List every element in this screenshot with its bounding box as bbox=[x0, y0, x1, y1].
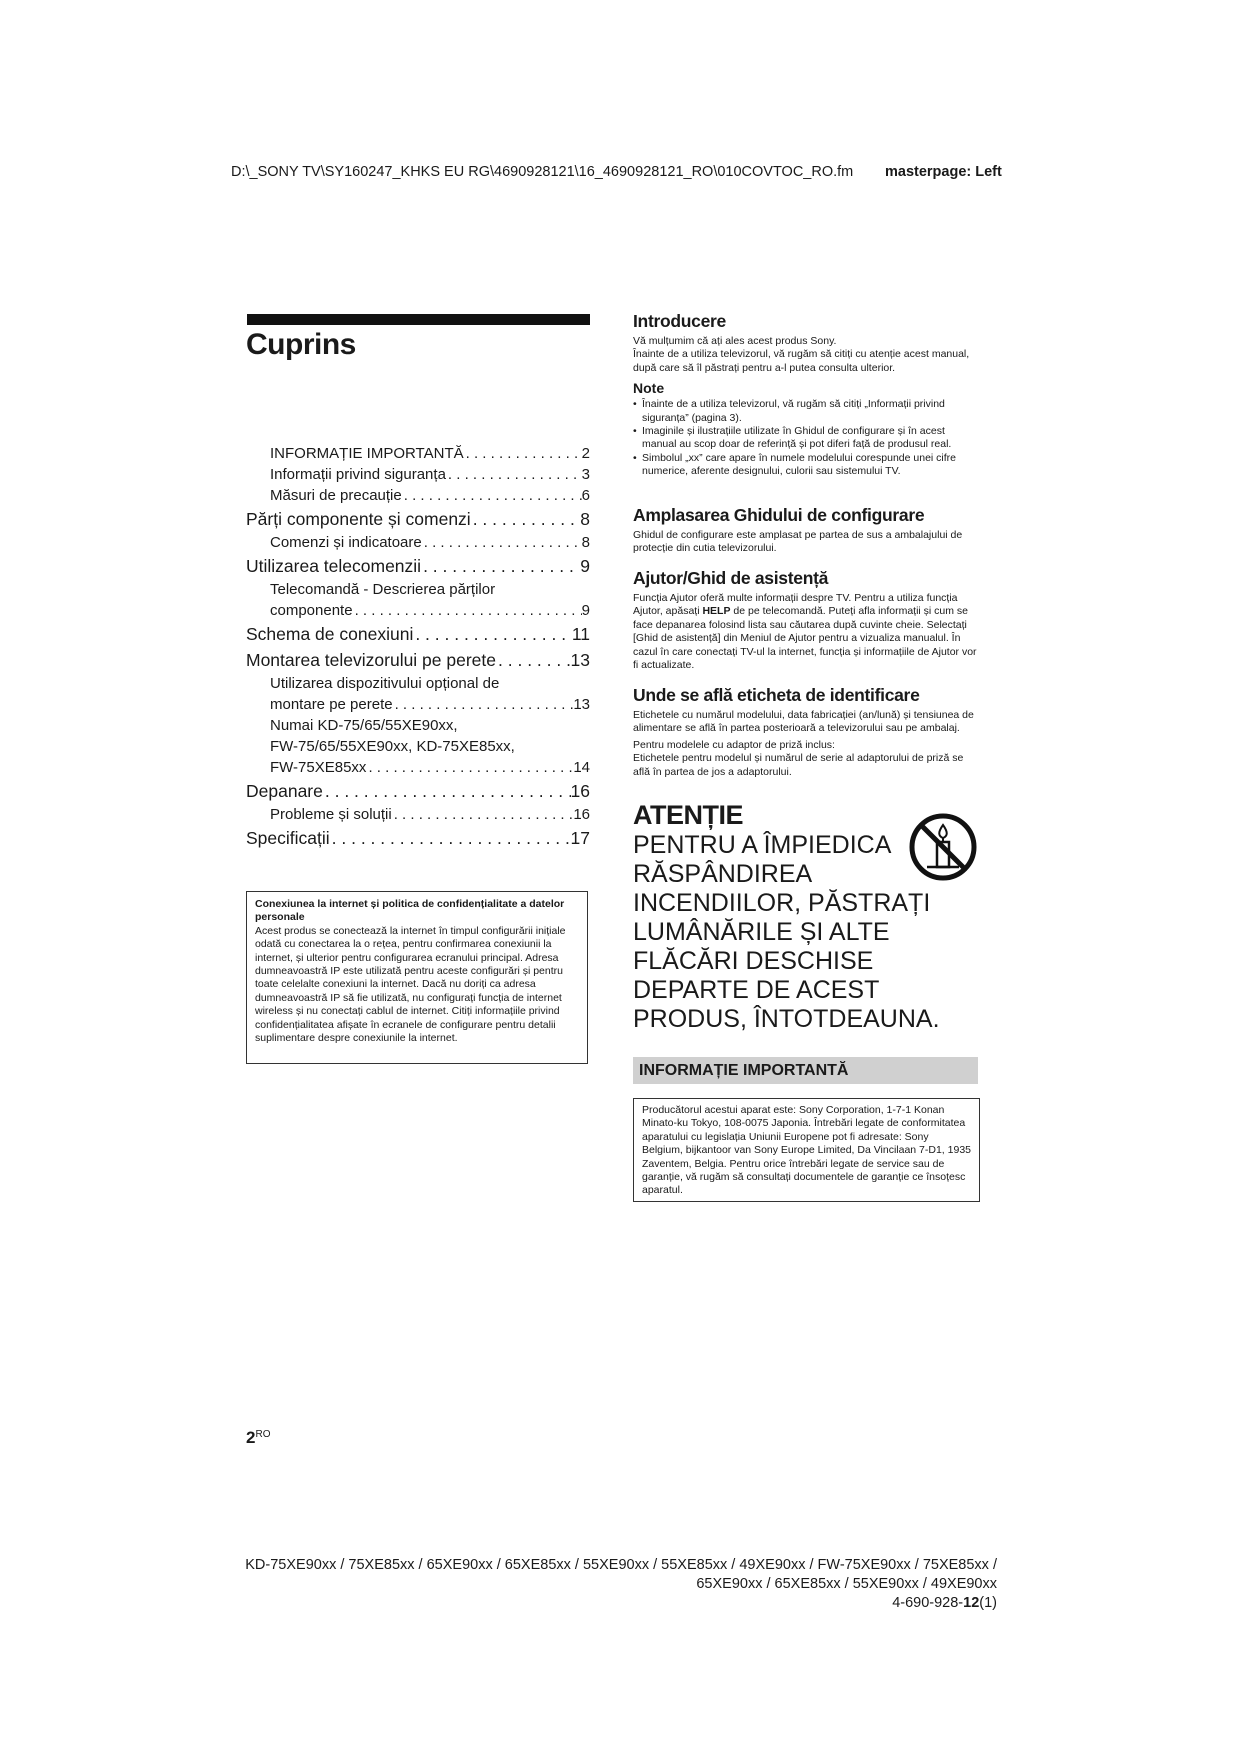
privacy-notice-box bbox=[246, 891, 588, 1064]
list-item: • Imaginile și ilustrațiile utilizate în Ghidul de configurare și în acest manual au scop doar de referință și pot diferi față de produsul real. bbox=[633, 425, 978, 452]
privacy-notice-body: Acest produs se conectează la internet în timpul configurării inițiale odată cu conectarea la o rețea, pentru confirmarea conexiunii la internet, și ulterior pentru configurarea ecranului principal. Adresa dumneavoastră IP este utilizată pentru aceste configurări și pentru toate celelalte conexiuni la internet. Dacă nu doriți ca adresa dumneavoastră IP să fie utilizată, nu configurați funcția de internet wireless și nu conectați cablul de internet. Citiți informațiile privind confidențialitatea afișate în ecranele de configurare pentru detalii suplimentare despre conexiunile la internet. bbox=[255, 924, 566, 1045]
toc-entry-label: Montarea televizorului pe perete bbox=[246, 650, 497, 670]
toc-entry[interactable] bbox=[246, 778, 590, 804]
title-rule bbox=[247, 314, 590, 325]
toc-entry[interactable] bbox=[246, 825, 590, 851]
toc-entry-label: componente bbox=[270, 602, 353, 619]
label-section bbox=[633, 685, 978, 779]
no-open-flame-icon bbox=[909, 813, 977, 881]
intro-paragraph: Vă mulțumim că ați ales acest produs Sony. bbox=[633, 335, 837, 347]
toc-entry-page: 2 bbox=[581, 445, 590, 462]
intro-heading: Introducere bbox=[633, 311, 726, 331]
toc-entry-page: 9 bbox=[581, 602, 590, 619]
toc-entry-page: 6 bbox=[581, 487, 590, 504]
setup-guide-text: Ghidul de configurare este amplasat pe partea de sus a ambalajului de protecție din cutia televizorului. bbox=[633, 529, 963, 555]
list-item: • Simbolul „xx” care apare în numele modelului corespunde unei cifre numerice, aferente designului, culorii sau sistemului TV. bbox=[633, 452, 978, 479]
toc-entry[interactable] bbox=[246, 694, 590, 715]
toc-entry[interactable] bbox=[246, 647, 590, 673]
toc-entry-page: 16 bbox=[570, 781, 590, 801]
toc-entry-label: Depanare bbox=[246, 781, 323, 801]
label-heading: Unde se află eticheta de identificare bbox=[633, 685, 920, 705]
toc-entry-label: Probleme și soluții bbox=[270, 806, 392, 823]
toc-entry-label: FW-75XE85xx bbox=[270, 759, 367, 776]
toc-entry[interactable] bbox=[246, 485, 590, 506]
toc-entry[interactable] bbox=[246, 804, 590, 825]
masterpage-label: masterpage: Left bbox=[885, 164, 1002, 180]
toc-entry[interactable] bbox=[246, 553, 590, 579]
help-heading: Ajutor/Ghid de asistență bbox=[633, 568, 829, 588]
footer-models-line: KD-75XE90xx / 75XE85xx / 65XE90xx / 65XE85xx / 55XE90xx / 55XE85xx / 49XE90xx / FW-75XE90xx / 75XE85xx / bbox=[245, 1557, 997, 1573]
toc-entry-label: Măsuri de precauție bbox=[270, 487, 402, 504]
toc-entry-label[interactable]: Telecomandă - Descrierea părților bbox=[270, 581, 496, 598]
list-item: • Înainte de a utiliza televizorul, vă rugăm să citiți „Informații privind siguranța” (pagina 3). bbox=[633, 398, 978, 425]
help-section bbox=[633, 568, 978, 672]
toc-entry-label: montare pe perete bbox=[270, 696, 393, 713]
help-text: Funcția Ajutor oferă multe informații despre TV. Pentru a utiliza funcția Ajutor, apăsați HELP de pe telecomandă. Puteți afla informații și cum se face depanarea folosind lista sau căutarea după cuvinte cheie. Selectați [Ghid de asistență] din Meniul de Ajutor pentru a vizualiza manualul. În cazul în care conectați TV-ul la internet, funcția și informațiile de Ajutor vor fi actualizate. bbox=[633, 592, 977, 672]
toc-entry[interactable] bbox=[246, 464, 590, 485]
toc-entry-label: Schema de conexiuni bbox=[246, 624, 414, 644]
page-number: $2^{RO}$ bbox=[246, 1428, 271, 1447]
toc-entry-label: Comenzi și indicatoare bbox=[270, 534, 422, 551]
toc-entry-page: 8 bbox=[580, 509, 590, 529]
toc-entry-label[interactable]: FW-75/65/55XE90xx, KD-75XE85xx, bbox=[270, 738, 515, 755]
toc-entry-label: Părți componente și comenzi bbox=[246, 509, 471, 529]
toc-entry-page: 3 bbox=[581, 466, 590, 483]
intro-paragraph: Înainte de a utiliza televizorul, vă rugăm să citiți cu atenție acest manual, după care să îl păstrați pentru a-l putea consulta ulterior. bbox=[633, 348, 970, 374]
notes-heading: Note bbox=[633, 380, 665, 397]
important-info-box: Producătorul acestui aparat este: Sony Corporation, 1-7-1 Konan Minato-ku Tokyo, 108-0075 Japonia. Întrebări legate de conformitatea aparatului cu legislația Uniunii Europene pot fi adresate: Sony Belgium, bijkantoor van Sony Europe Limited, Da Vincilaan 7-D1, 1935 Zaventem, Belgia. Pentru orice întrebări legate de service sau de garanție, vă rugăm să consultați documentele de garanție ce însoțesc aparatul. bbox=[633, 1098, 980, 1202]
important-info-heading: INFORMAȚIE IMPORTANTĂ bbox=[633, 1057, 978, 1084]
file-path-header: D:\_SONY TV\SY160247_KHKS EU RG\4690928121\16_4690928121_RO\010COVTOC_RO.fm bbox=[231, 164, 854, 180]
setup-guide-section bbox=[633, 505, 978, 556]
toc-entry-page: 13 bbox=[573, 696, 590, 713]
toc-entry-page: 8 bbox=[581, 534, 590, 551]
intro-section bbox=[633, 311, 978, 479]
setup-guide-heading: Amplasarea Ghidului de configurare bbox=[633, 505, 925, 525]
toc-entry-label[interactable]: Numai KD-75/65/55XE90xx, bbox=[270, 717, 458, 734]
toc-entry[interactable] bbox=[246, 621, 590, 647]
toc-entry-label: Utilizarea telecomenzii bbox=[246, 556, 422, 576]
model-footer bbox=[245, 1556, 997, 1613]
label-text: Pentru modelele cu adaptor de priză inclus: bbox=[633, 738, 835, 751]
toc-entry-label: Specificații bbox=[246, 828, 330, 848]
footer-document-code: 4-690-928-12(1) bbox=[892, 1595, 997, 1611]
warning-title: ATENȚIE bbox=[633, 800, 743, 830]
toc-entry-page: 13 bbox=[570, 650, 590, 670]
toc-entry-page: 9 bbox=[580, 556, 590, 576]
toc-entry[interactable] bbox=[246, 757, 590, 778]
toc-entry[interactable] bbox=[246, 600, 590, 621]
page-title: Cuprins bbox=[246, 328, 356, 361]
table-of-contents bbox=[246, 443, 590, 851]
toc-entry-label[interactable]: Utilizarea dispozitivului opțional de bbox=[270, 675, 500, 692]
toc-entry-label: Informații privind siguranța bbox=[270, 466, 446, 483]
toc-entry[interactable] bbox=[246, 532, 590, 553]
toc-entry[interactable] bbox=[246, 506, 590, 532]
toc-entry-label: INFORMAȚIE IMPORTANTĂ bbox=[270, 445, 464, 462]
label-text: Etichetele cu numărul modelului, data fabricației (an/lună) și tensiunea de alimentare se află în partea posterioară a televizorului sau pe ambalaj. bbox=[633, 709, 974, 735]
warning-text: PENTRU A ÎMPIEDICA RĂSPÂNDIREA INCENDIILOR, PĂSTRAȚI LUMÂNĂRILE ȘI ALTE FLĂCĂRI DESCHISE DEPARTE DE ACEST PRODUS, ÎNTOTDEAUNA. bbox=[633, 831, 940, 1033]
toc-entry-page: 11 bbox=[571, 624, 590, 644]
help-key-label: HELP bbox=[702, 605, 731, 618]
label-text: Etichetele pentru modelul și numărul de serie al adaptorului de priză se află în partea de jos a adaptorului. bbox=[633, 752, 964, 778]
toc-entry-page: 17 bbox=[570, 828, 590, 848]
toc-entry[interactable] bbox=[246, 443, 590, 464]
footer-models-line: 65XE90xx / 65XE85xx / 55XE90xx / 49XE90xx bbox=[696, 1576, 997, 1592]
notes-list bbox=[633, 398, 978, 478]
toc-entry-page: 14 bbox=[573, 759, 590, 776]
toc-entry-page: 16 bbox=[573, 806, 590, 823]
privacy-notice-title: Conexiunea la internet și politica de confidențialitate a datelor personale bbox=[255, 898, 565, 924]
